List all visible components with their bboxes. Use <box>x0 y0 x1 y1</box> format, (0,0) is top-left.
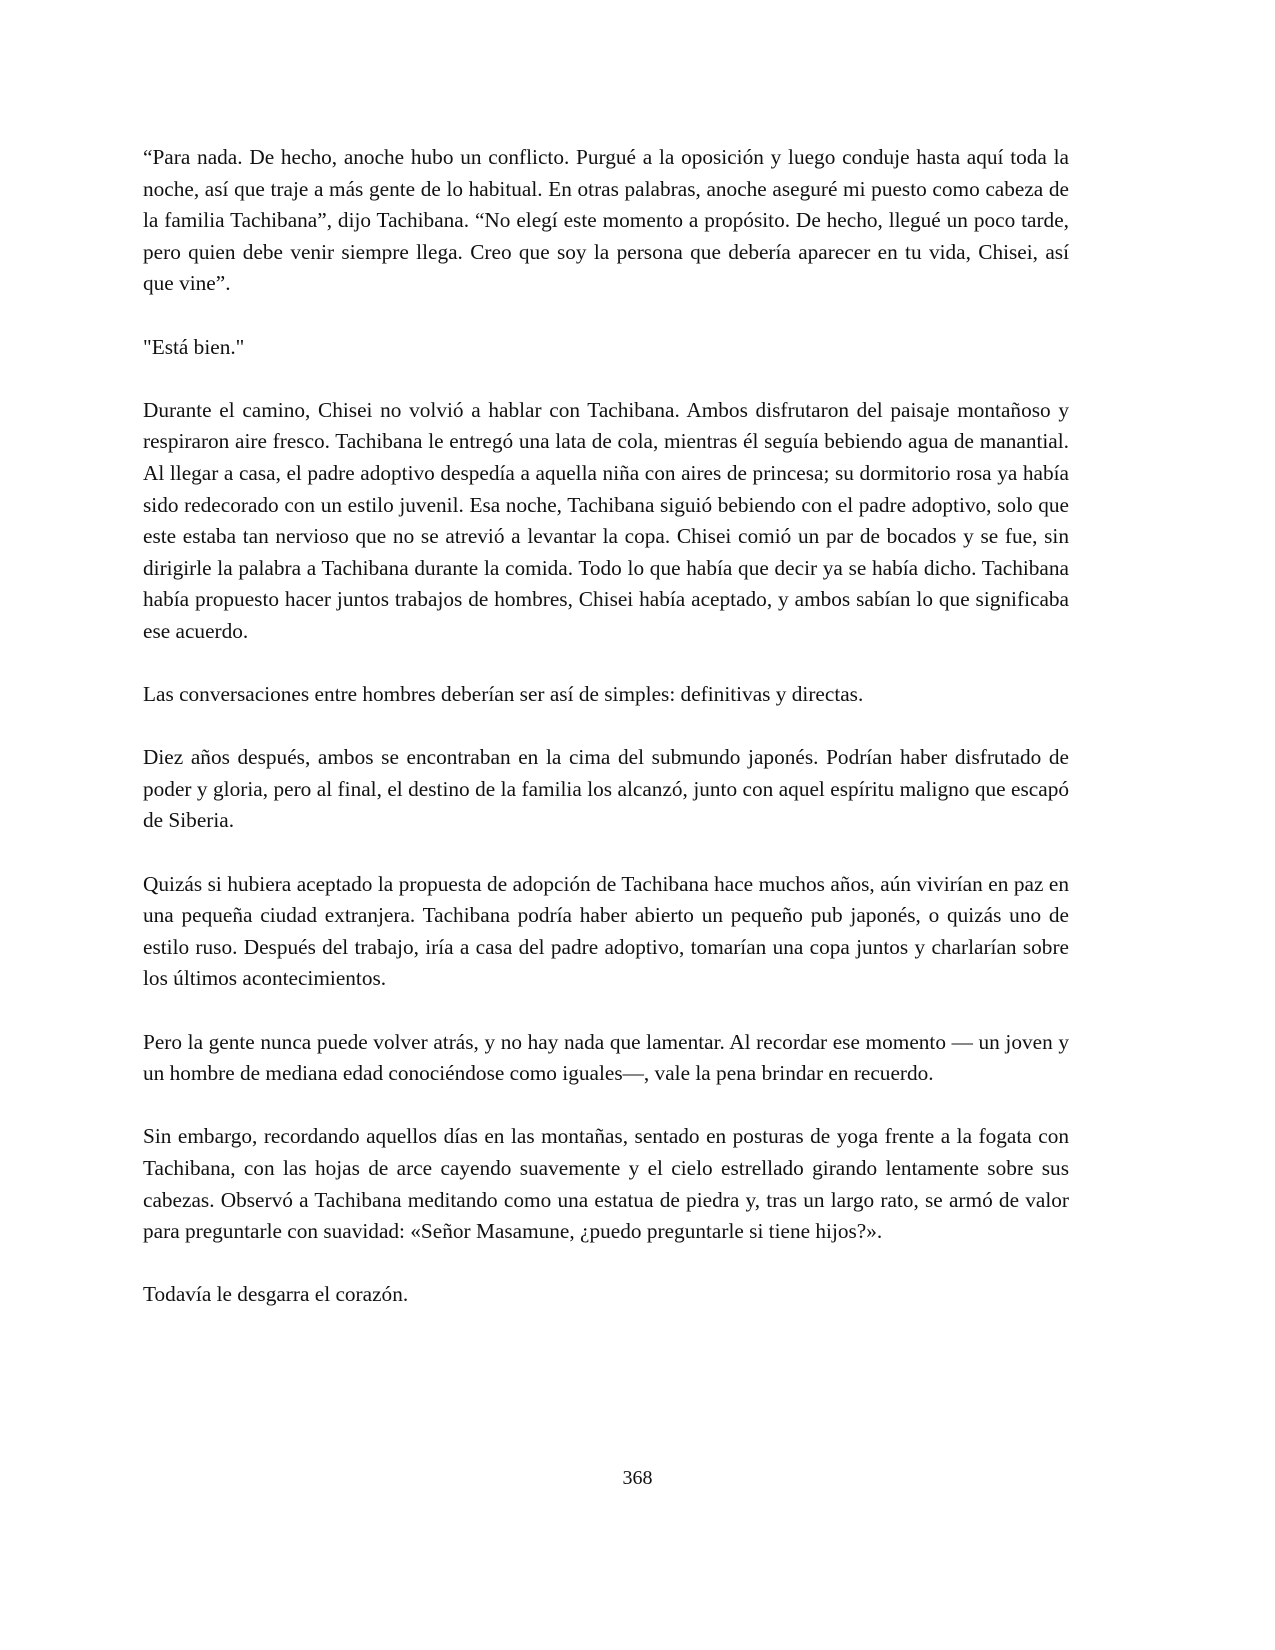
paragraph-8: Sin embargo, recordando aquellos días en las montañas, sentado en posturas de yoga frente a la fogata con Tachibana, con las hojas de arce cayendo suavemente y el cielo estrellado girando lentamente sobre sus cabezas. Observó a Tachibana meditando como una estatua de piedra y, tras un largo rato, se armó de valor para preguntarle con suavidad: «Señor Masamune, ¿puedo preguntarle si tiene hijos?». <box>143 1124 1069 1244</box>
paragraph-9: Todavía le desgarra el corazón. <box>143 1282 409 1307</box>
paragraph-4: Las conversaciones entre hombres deberían ser así de simples: definitivas y directas. <box>143 682 864 707</box>
page-body <box>143 142 1069 1343</box>
paragraph-2: "Está bien." <box>143 334 245 359</box>
paragraph-7: Pero la gente nunca puede volver atrás, y no hay nada que lamentar. Al recordar ese momento — un joven y un hombre de mediana edad conociéndose como iguales—, vale la pena brindar en recuerdo. <box>143 1029 1069 1086</box>
paragraph-5: Diez años después, ambos se encontraban en la cima del submundo japonés. Podrían haber disfrutado de poder y gloria, pero al final, el destino de la familia los alcanzó, junto con aquel espíritu maligno que escapó de Siberia. <box>143 745 1069 833</box>
paragraph-3: Durante el camino, Chisei no volvió a hablar con Tachibana. Ambos disfrutaron del paisaje montañoso y respiraron aire fresco. Tachibana le entregó una lata de cola, mientras él seguía bebiendo agua de manantial. Al llegar a casa, el padre adoptivo despedía a aquella niña con aires de princesa; su dormitorio rosa ya había sido redecorado con un estilo juvenil. Esa noche, Tachibana siguió bebiendo con el padre adoptivo, solo que este estaba tan nervioso que no se atrevió a levantar la copa. Chisei comió un par de bocados y se fue, sin dirigirle la palabra a Tachibana durante la comida. Todo lo que había que decir ya se había dicho. Tachibana había propuesto hacer juntos trabajos de hombres, Chisei había aceptado, y ambos sabían lo que significaba ese acuerdo. <box>143 397 1069 643</box>
page-number: 368 <box>622 1467 653 1489</box>
paragraph-1: “Para nada. De hecho, anoche hubo un conflicto. Purgué a la oposición y luego conduje hasta aquí toda la noche, así que traje a más gente de lo habitual. En otras palabras, anoche aseguré mi puesto como cabeza de la familia Tachibana”, dijo Tachibana. “No elegí este momento a propósito. De hecho, llegué un poco tarde, pero quien debe venir siempre llega. Creo que soy la persona que debería aparecer en tu vida, Chisei, así que vine”. <box>143 145 1069 296</box>
paragraph-6: Quizás si hubiera aceptado la propuesta de adopción de Tachibana hace muchos años, aún vivirían en paz en una pequeña ciudad extranjera. Tachibana podría haber abierto un pequeño pub japonés, o quizás uno de estilo ruso. Después del trabajo, iría a casa del padre adoptivo, tomarían una copa juntos y charlarían sobre los últimos acontecimientos. <box>143 871 1069 991</box>
